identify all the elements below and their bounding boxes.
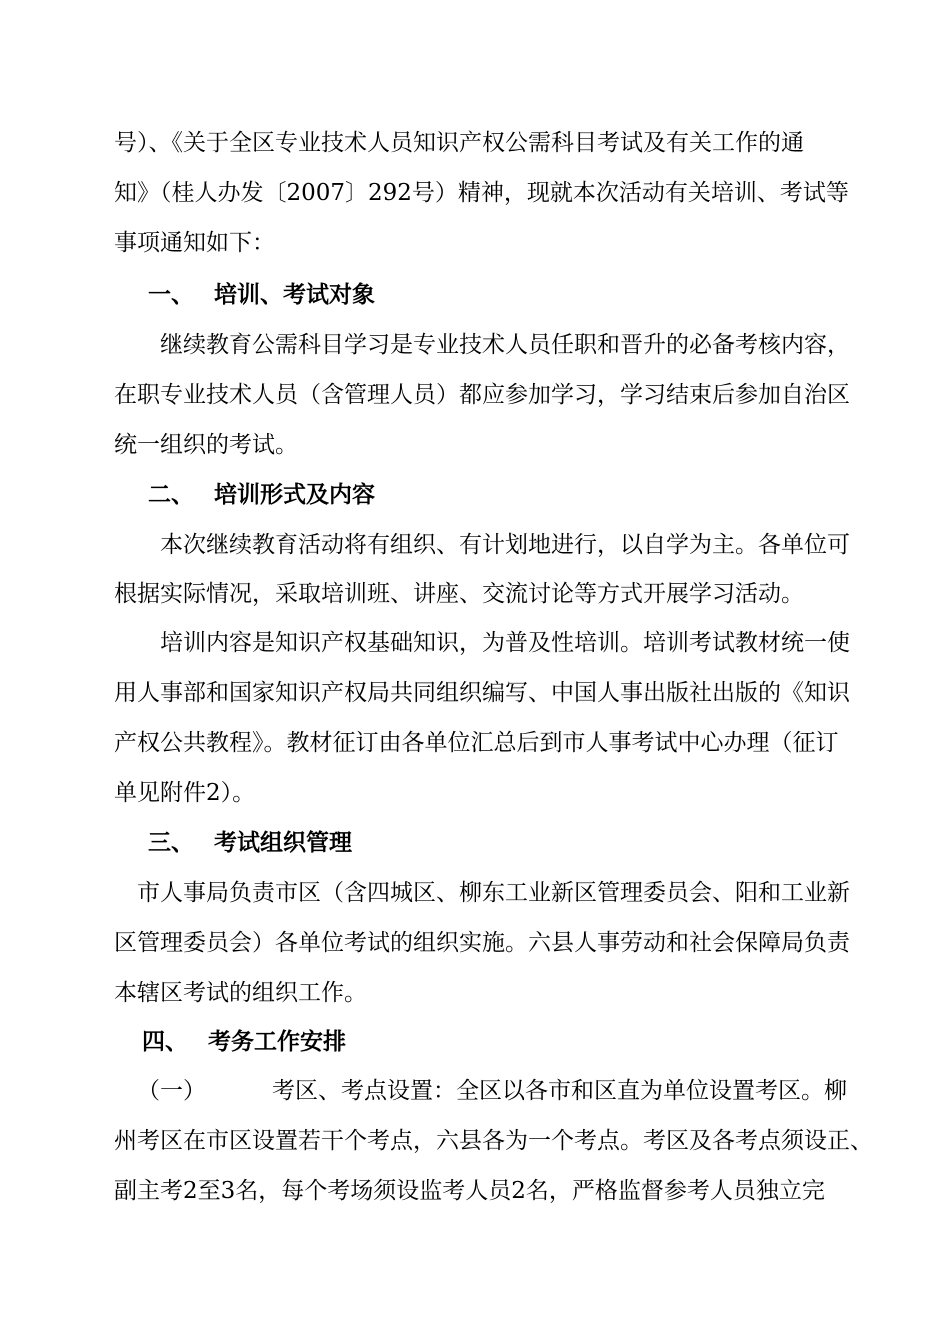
section-3-line-2: 区管理委员会）各单位考试的组织实施。六县人事劳动和社会保障局负责 (114, 930, 850, 956)
section-2-p2-line-1: 培训内容是知识产权基础知识，为普及性培训。培训考试教材统一使 (160, 630, 850, 656)
section-2-p1-line-2: 根据实际情况，采取培训班、讲座、交流讨论等方式开展学习活动。 (114, 581, 804, 607)
intro-line-3: 事项通知如下： (114, 230, 275, 256)
section-2-heading (148, 478, 950, 512)
section-2-p2-line-2: 用人事部和国家知识产权局共同组织编写、中国人事出版社出版的《知识 (114, 680, 850, 706)
section-1-line-1: 继续教育公需科目学习是专业技术人员任职和晋升的必备考核内容， (160, 332, 850, 358)
section-1-heading (148, 278, 950, 312)
section-2-p2-line-4: 单见附件2）。 (114, 780, 256, 806)
section-4-sub-1-line-2: 州考区在市区设置若干个考点，六县各为一个考点。考区及各考点须设正、 (114, 1128, 873, 1154)
section-3-number: 三、 (148, 830, 194, 856)
section-2-title: 培训形式及内容 (214, 482, 375, 508)
section-2-number: 二、 (148, 482, 194, 508)
section-4-number: 四、 (142, 1029, 188, 1055)
section-1-number: 一、 (148, 282, 194, 308)
section-2-p2-line-3: 产权公共教程》。教材征订由各单位汇总后到市人事考试中心办理（征订 (114, 730, 839, 756)
section-3-line-3: 本辖区考试的组织工作。 (114, 980, 367, 1006)
section-1-title: 培训、考试对象 (214, 282, 375, 308)
section-4-heading (142, 1025, 950, 1059)
section-3-title: 考试组织管理 (214, 830, 352, 856)
section-2-p1-line-1: 本次继续教育活动将有组织、有计划地进行，以自学为主。各单位可 (160, 532, 850, 558)
section-4-sub-1-line-1: 考区、考点设置：全区以各市和区直为单位设置考区。柳 (272, 1078, 847, 1104)
section-4-sub-1-line-3: 副主考2至3名，每个考场须设监考人员2名，严格监督参考人员独立完 (114, 1178, 825, 1204)
section-4-sub-1-marker: （一） (137, 1078, 206, 1104)
section-3-heading (148, 826, 950, 860)
intro-line-1: 号）、《关于全区专业技术人员知识产权公需科目考试及有关工作的通 (114, 130, 804, 156)
intro-line-2: 知》（桂人办发〔2007〕292号）精神，现就本次活动有关培训、考试等 (114, 180, 849, 206)
section-3-line-1: 市人事局负责市区（含四城区、柳东工业新区管理委员会、阳和工业新 (137, 880, 850, 906)
section-1-line-2: 在职专业技术人员（含管理人员）都应参加学习，学习结束后参加自治区 (114, 382, 850, 408)
section-1-line-3: 统一组织的考试。 (114, 432, 298, 458)
section-4-title: 考务工作安排 (208, 1029, 346, 1055)
